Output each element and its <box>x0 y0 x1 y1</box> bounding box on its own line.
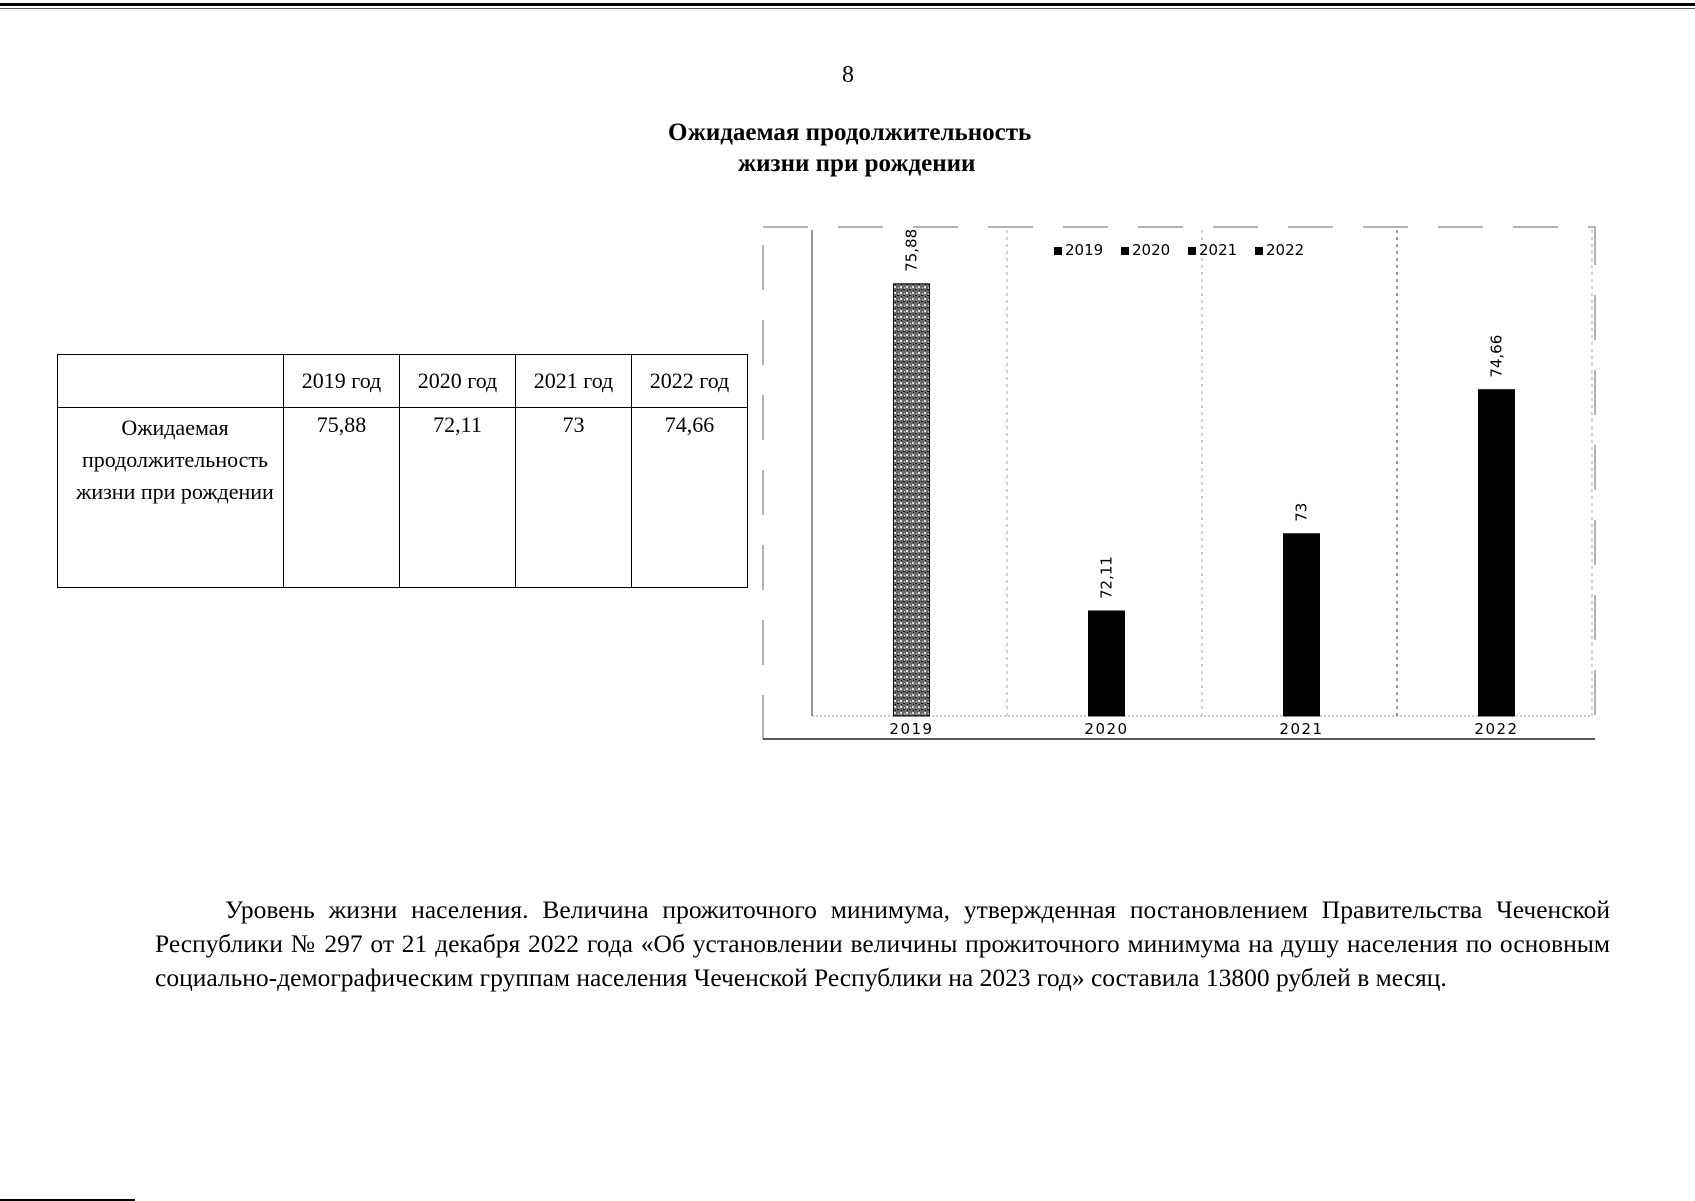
body-paragraph: Уровень жизни населения. Величина прожиточного минимума, утвержденная постановлением Правительства Чеченской Республики № 297 от 21 декабря 2022 года «Об установлении величины прожиточного минимума на душу населения по основным социально-демографическим группам населения Чеченской Республики на 2023 год» составила 13800 рублей в месяц. <box>155 895 1610 992</box>
x-tick-label: 2022 <box>1474 720 1519 738</box>
table-row-label: Ожидаемая продолжительность жизни при рождении <box>58 408 284 588</box>
bar-data-label: 74,66 <box>1487 334 1506 378</box>
legend-swatch <box>1054 247 1062 255</box>
x-tick-label: 2019 <box>889 720 934 738</box>
top-rule-thin <box>0 8 1695 9</box>
table-header-row <box>58 355 748 408</box>
bar-2022 <box>1479 390 1515 716</box>
x-tick-label: 2021 <box>1279 720 1324 738</box>
chart-frame <box>763 227 1595 739</box>
legend-swatch <box>1188 247 1196 255</box>
legend-label: 2021 <box>1199 241 1238 259</box>
life-expectancy-table <box>57 354 748 588</box>
table-cell: 74,66 <box>632 408 748 588</box>
table-header-cell: 2021 год <box>516 355 632 408</box>
bar-data-label: 75,88 <box>902 228 921 272</box>
top-rule <box>0 3 1695 6</box>
section-title-line-1: Ожидаемая продолжительность <box>668 119 1032 146</box>
bar-data-label: 73 <box>1292 502 1311 522</box>
legend-swatch <box>1121 247 1129 255</box>
page-number: 8 <box>842 62 854 88</box>
bar-2021 <box>1284 534 1320 716</box>
chart-bars <box>894 229 1515 716</box>
section-title-line-2: жизни при рождении <box>738 150 976 177</box>
chart-svg <box>762 226 1596 746</box>
table-header-cell: 2019 год <box>284 355 400 408</box>
bar-2020 <box>1089 611 1125 716</box>
table-header-cell: 2022 год <box>632 355 748 408</box>
life-expectancy-chart <box>762 226 1596 746</box>
table-cell: 75,88 <box>284 408 400 588</box>
legend-label: 2020 <box>1132 241 1171 259</box>
table-cell: 73 <box>516 408 632 588</box>
chart-border <box>763 227 1595 739</box>
legend-label: 2019 <box>1065 241 1104 259</box>
x-tick-label: 2020 <box>1084 720 1129 738</box>
table-header-cell <box>58 355 284 408</box>
bar-2019 <box>894 284 930 716</box>
legend-label: 2022 <box>1266 241 1305 259</box>
bar-data-label: 72,11 <box>1097 556 1116 599</box>
chart-legend <box>1054 241 1304 259</box>
table-cell: 72,11 <box>400 408 516 588</box>
table-row <box>58 408 748 588</box>
table-header-cell: 2020 год <box>400 355 516 408</box>
chart-x-axis-labels <box>889 720 1518 738</box>
legend-swatch <box>1255 247 1263 255</box>
